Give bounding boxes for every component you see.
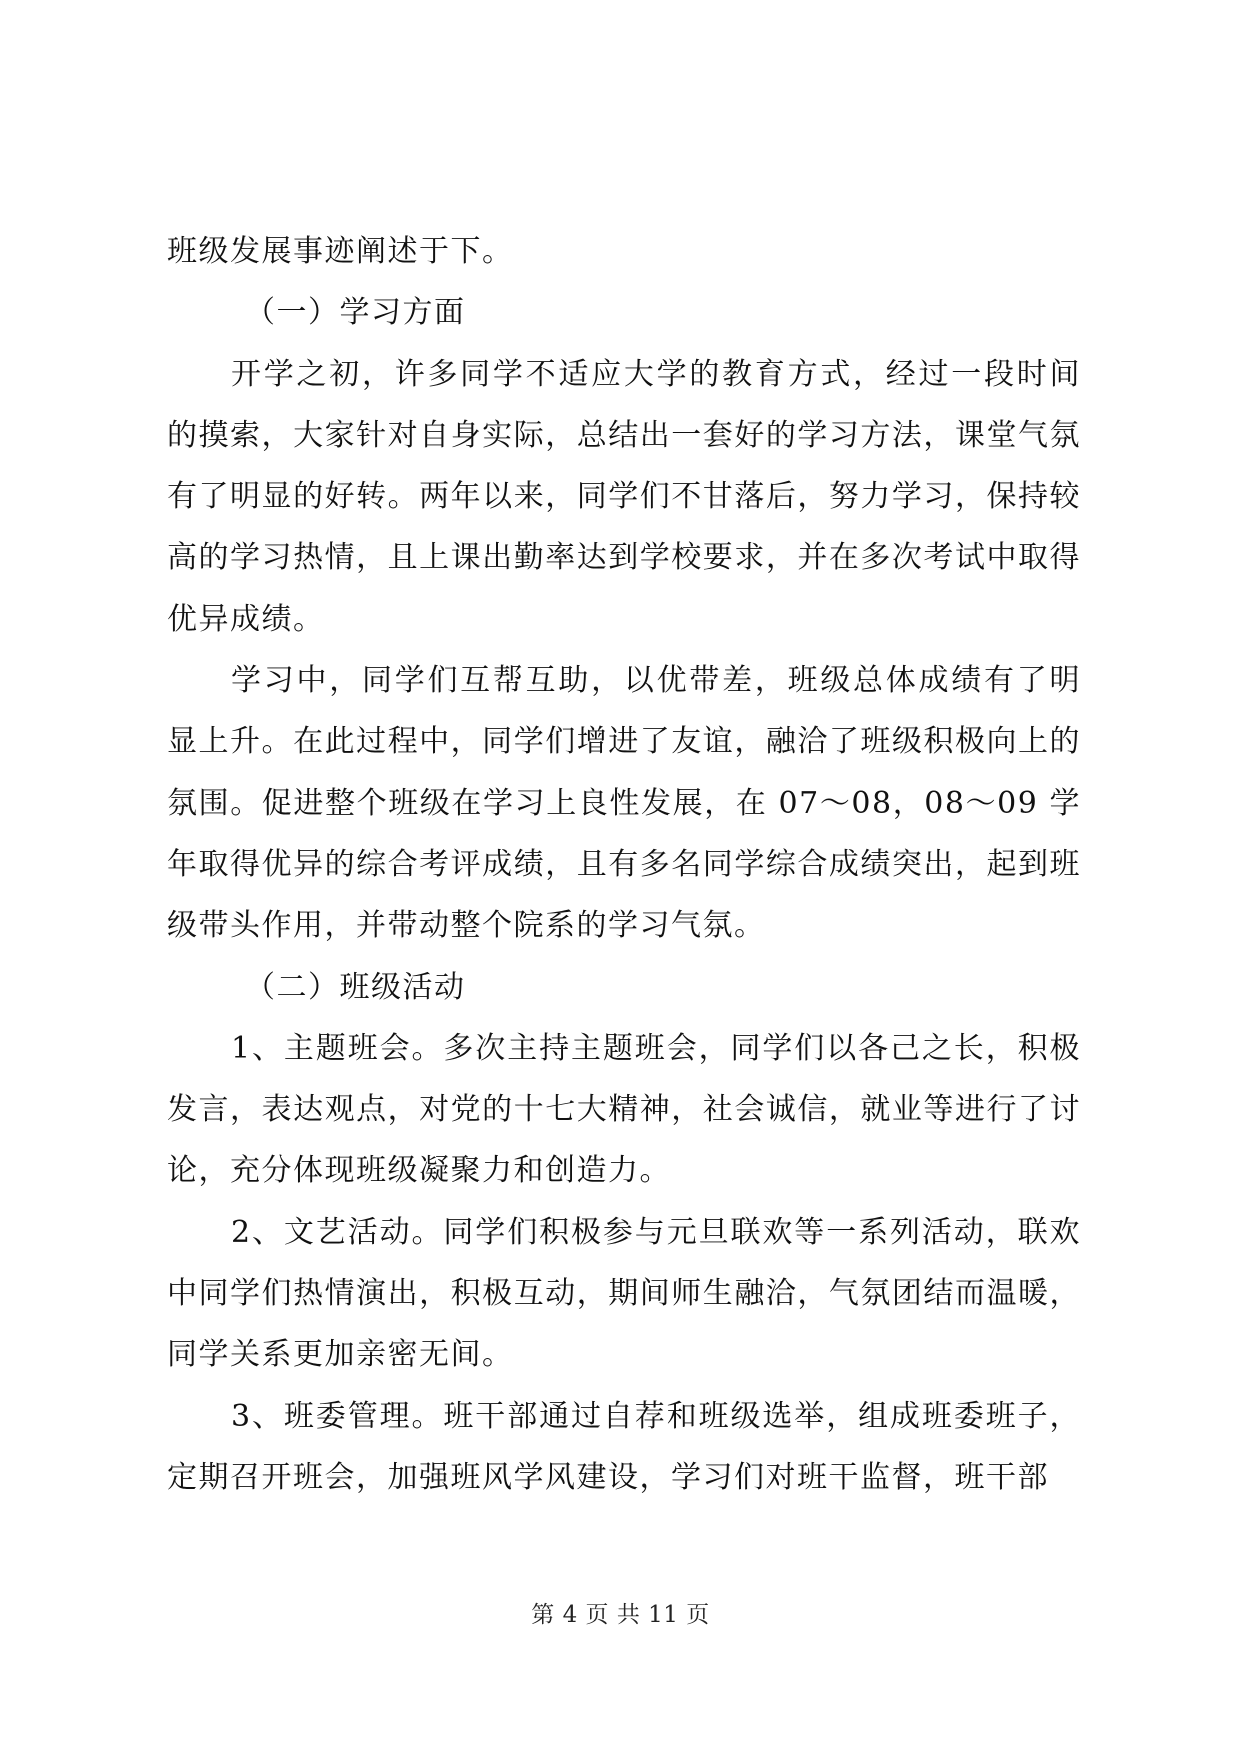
- paragraph-arts-activity: 2、文艺活动。同学们积极参与元旦联欢等一系列活动，联欢中同学们热情演出，积极互动，期间师生融洽，气氛团结而温暖，同学关系更加亲密无间。: [167, 1214, 1081, 1373]
- paragraph-study-progress: 学习中，同学们互帮互助，以优带差，班级总体成绩有了明显上升。在此过程中，同学们增进了友谊，融洽了班级积极向上的氛围。促进整个班级在学习上良性发展，在 07～08，08～09 学年取得优异的综合考评成绩，且有多名同学综合成绩突出，起到班级带头作用，并带动整个院系的学习气氛。: [167, 663, 1081, 944]
- document-body: [167, 221, 1081, 1508]
- paragraph-committee-management: 3、班委管理。班干部通过自荐和班级选举，组成班委班子，定期召开班会，加强班风学风建设，学习们对班干监督，班干部: [167, 1398, 1081, 1495]
- paragraph-study-intro: 开学之初，许多同学不适应大学的教育方式，经过一段时间的摸索，大家针对自身实际，总结出一套好的学习方法，课堂气氛有了明显的好转。两年以来，同学们不甘落后，努力学习，保持较高的学习热情，且上课出勤率达到学校要求，并在多次考试中取得优异成绩。: [167, 356, 1081, 637]
- paragraph-continuation: 班级发展事迹阐述于下。: [167, 234, 514, 269]
- page-number-footer: 第 4 页 共 11 页: [531, 1602, 710, 1628]
- section-heading-study: （一）学习方面: [245, 295, 466, 331]
- section-heading-activities: （二）班级活动: [245, 969, 466, 1005]
- paragraph-theme-meeting: 1、主题班会。多次主持主题班会，同学们以各己之长，积极发言，表达观点，对党的十七大精神，社会诚信，就业等进行了讨论，充分体现班级凝聚力和创造力。: [167, 1030, 1081, 1189]
